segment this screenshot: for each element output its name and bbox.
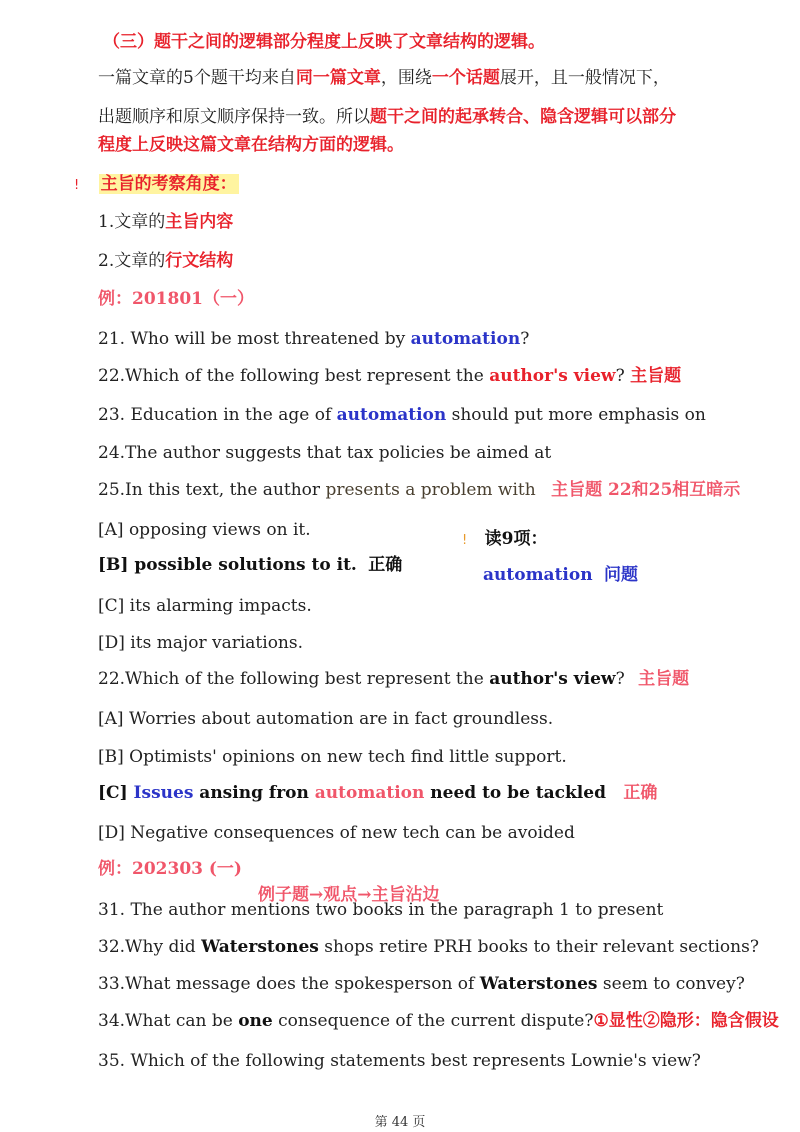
option-a: [A] opposing views on it. xyxy=(98,520,311,540)
option-2a: [A] Worries about automation are in fact groundless. xyxy=(98,709,554,729)
paragraph-line-1: 一篇文章的5个题干均来自同一篇文章，围绕一个话题展开，且一般情况下， xyxy=(98,68,670,88)
correct-tag: 正确 xyxy=(623,783,658,803)
tag-main-idea: 主旨题 xyxy=(630,366,682,386)
option-d: [D] its major variations. xyxy=(98,633,304,653)
paragraph-line-2: 出题顺序和原文顺序保持一致。所以题干之间的起承转合、隐含逻辑可以部分 xyxy=(98,107,676,127)
handwritten-note: 例子题→观点→主旨沾边 xyxy=(258,885,440,905)
page-number: 第 44 页 xyxy=(374,1115,426,1130)
question-22-repeat: 22.Which of the following best represent the author's view? 主旨题 xyxy=(98,669,690,689)
question-21: 21. Who will be most threatened by automation? xyxy=(98,329,530,349)
focus-title-row xyxy=(74,173,239,197)
option-2b: [B] Optimists' opinions on new tech find little support. xyxy=(98,747,567,767)
focus-item-2: 2.文章的行文结构 xyxy=(98,251,234,271)
question-23: 23. Education in the age of automation should put more emphasis on xyxy=(98,405,706,425)
question-25: 25.In this text, the author presents a problem with 主旨题 22和25相互暗示 xyxy=(98,480,741,500)
question-35: 35. Which of the following statements best represents Lownie's view? xyxy=(98,1051,701,1071)
option-2d: [D] Negative consequences of new tech can be avoided xyxy=(98,823,575,843)
tag-implicit-assumption: ①显性②隐形：隐含假设 xyxy=(593,1011,779,1031)
paragraph-line-3: 程度上反映这篇文章在结构方面的逻辑。 xyxy=(98,135,404,155)
example-label-1: 例：201801（一） xyxy=(98,289,254,309)
question-31: 31. The author mentions two books in the paragraph 1 to present xyxy=(98,900,664,920)
tag-main-idea-hint: 主旨题 22和25相互暗示 xyxy=(551,480,741,500)
focus-item-1: 1.文章的主旨内容 xyxy=(98,212,234,232)
side-note-keyword: automation 问题 xyxy=(483,565,638,585)
question-33: 33.What message does the spokesperson of Waterstones seem to convey? xyxy=(98,974,745,994)
option-2c: [C] Issues ansing fron automation need to be tackled 正确 xyxy=(98,783,658,803)
question-32: 32.Why did Waterstones shops retire PRH books to their relevant sections? xyxy=(98,937,759,957)
exclamation-icon: ! xyxy=(74,178,80,193)
exclamation-icon: ! xyxy=(462,533,468,548)
option-b: [B] possible solutions to it. 正确 xyxy=(98,555,403,575)
question-24: 24.The author suggests that tax policies be aimed at xyxy=(98,443,552,463)
section-heading: （三）题干之间的逻辑部分程度上反映了文章结构的逻辑。 xyxy=(103,32,545,52)
focus-title: 主旨的考察角度： xyxy=(100,174,237,194)
side-note-title: ! 读9项： xyxy=(462,529,548,549)
example-label-2: 例：202303 (一) xyxy=(98,859,242,879)
tag-main-idea: 主旨题 xyxy=(638,669,690,689)
question-34: 34.What can be one consequence of the current dispute?①显性②隐形：隐含假设 xyxy=(98,1011,779,1031)
question-22: 22.Which of the following best represent the author's view? 主旨题 xyxy=(98,366,682,386)
correct-tag: 正确 xyxy=(368,555,403,575)
option-c: [C] its alarming impacts. xyxy=(98,596,312,616)
